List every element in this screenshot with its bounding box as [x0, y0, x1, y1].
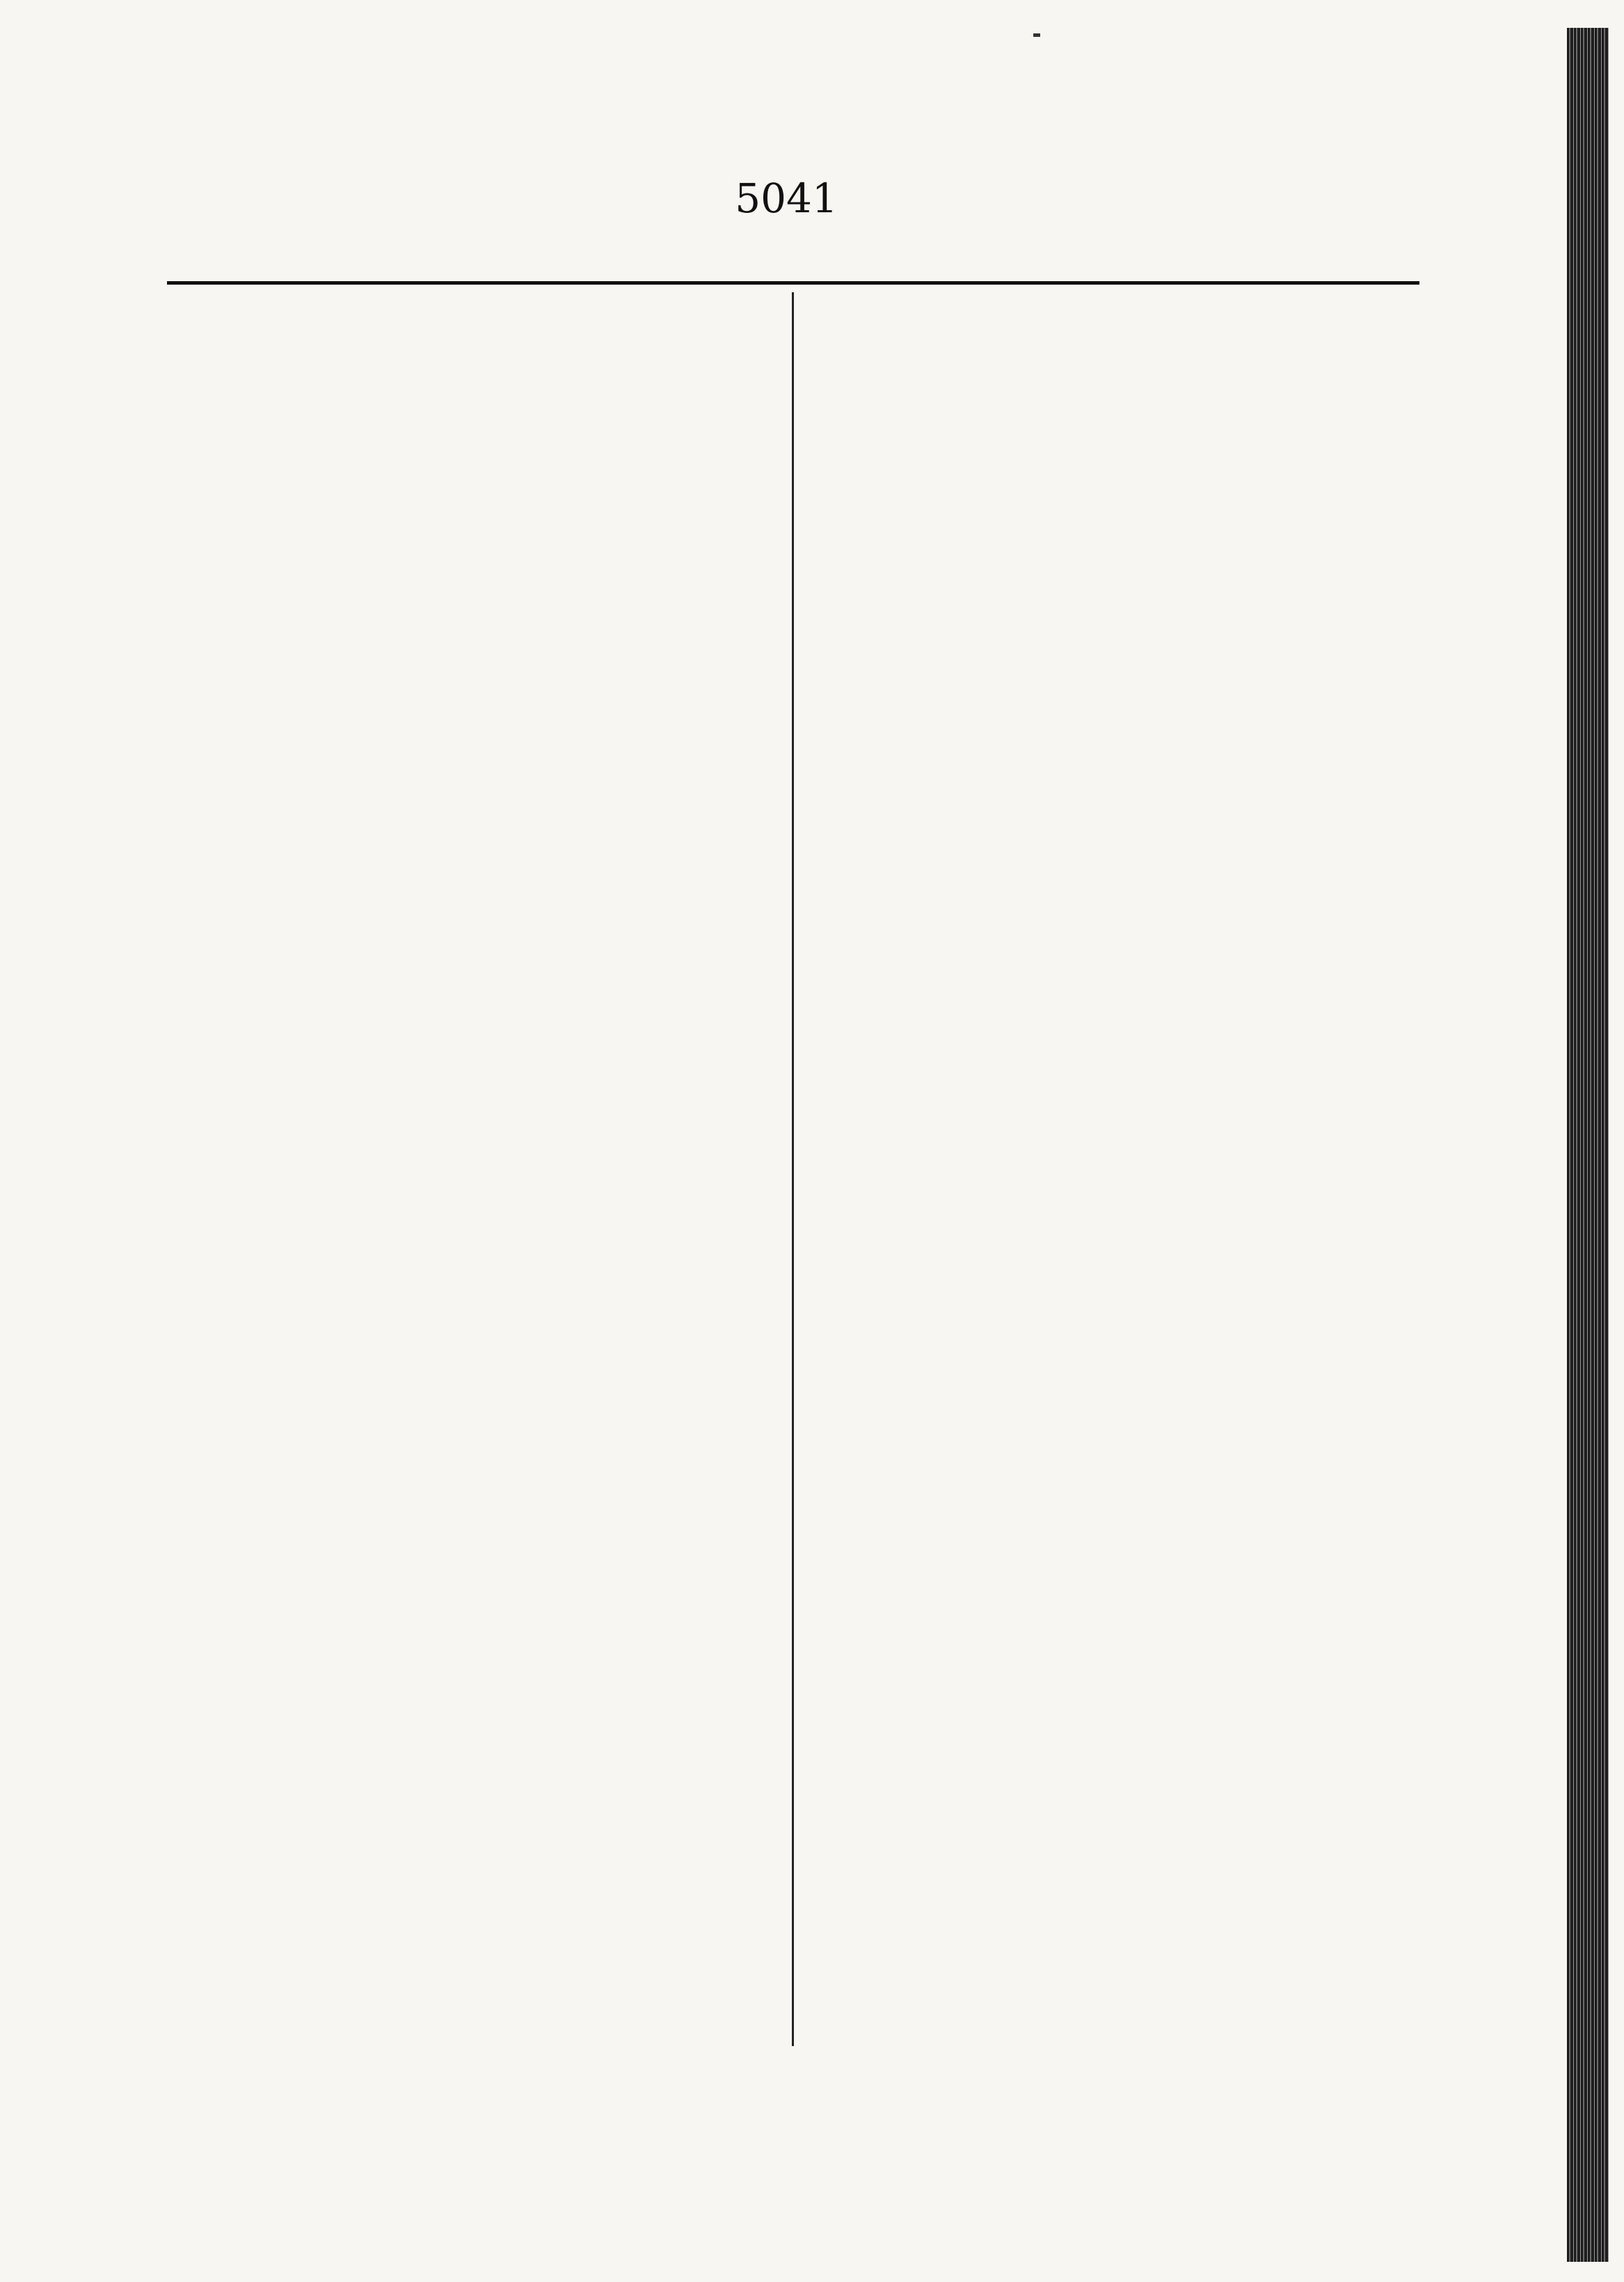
entry-line — [811, 1315, 1419, 1361]
entry-line — [167, 1013, 779, 1059]
entry-line — [811, 462, 1419, 508]
entry-line — [811, 976, 1419, 1022]
entry-line — [167, 903, 779, 949]
dictionary-entry — [167, 1325, 779, 1509]
dictionary-entry — [811, 682, 1419, 958]
dictionary-entry — [811, 1609, 1419, 1701]
entry-line — [167, 306, 779, 352]
entry-line — [167, 1371, 779, 1417]
entry-line — [811, 774, 1419, 820]
entry-line — [811, 1361, 1419, 1407]
entry-line — [167, 1169, 779, 1215]
entry-line — [811, 1655, 1419, 1701]
dictionary-entry — [811, 370, 1419, 554]
entry-line — [167, 444, 779, 490]
entry-line — [167, 766, 779, 811]
entry-line — [811, 728, 1419, 774]
entry-line — [167, 1215, 779, 1261]
entry-line — [167, 582, 779, 628]
dictionary-entry — [167, 1527, 779, 1665]
entry-line — [167, 536, 779, 582]
dictionary-entry — [811, 572, 1419, 664]
entry-line — [167, 967, 779, 1013]
entry-line — [811, 508, 1419, 554]
entry-line — [811, 1251, 1419, 1297]
entry-line — [167, 1325, 779, 1371]
entry-line — [811, 1114, 1419, 1159]
dictionary-entry — [167, 967, 779, 1059]
entry-line — [167, 1527, 779, 1573]
entry-line — [811, 682, 1419, 728]
entry-line — [811, 572, 1419, 618]
dictionary-entry — [167, 1077, 779, 1307]
entry-line — [811, 1453, 1419, 1499]
dictionary-entry — [167, 306, 779, 949]
header-entry-range — [1030, 174, 1419, 223]
entry-line — [811, 1407, 1419, 1453]
entry-line — [811, 306, 1419, 352]
dictionary-entry — [811, 1315, 1419, 1591]
entry-line — [811, 1545, 1419, 1591]
header-rule — [167, 281, 1419, 285]
column-divider — [792, 292, 794, 2046]
entry-line — [167, 720, 779, 766]
entry-line — [167, 811, 779, 857]
left-column — [167, 306, 779, 2088]
entry-line — [811, 370, 1419, 416]
entry-line — [811, 820, 1419, 866]
entry-line — [167, 1573, 779, 1619]
entry-line — [167, 1123, 779, 1169]
dictionary-entry — [811, 976, 1419, 1297]
entry-line — [167, 1261, 779, 1307]
right-column — [811, 306, 1419, 2088]
entry-line — [167, 628, 779, 674]
entry-line — [811, 1609, 1419, 1655]
entry-line — [811, 866, 1419, 912]
entry-line — [811, 1068, 1419, 1114]
scan-edge-strip — [1567, 28, 1609, 2262]
entry-line — [167, 490, 779, 536]
entry-line — [811, 1499, 1419, 1545]
entry-line — [811, 416, 1419, 462]
entry-line — [167, 857, 779, 903]
scan-speck — [1033, 33, 1040, 37]
entry-line — [811, 912, 1419, 958]
entry-line — [811, 618, 1419, 664]
entry-line — [167, 674, 779, 720]
entry-line — [811, 1159, 1419, 1205]
entry-line — [167, 1077, 779, 1123]
entry-line — [811, 1022, 1419, 1068]
page-number: 5041 — [735, 175, 838, 222]
entry-line — [167, 1619, 779, 1665]
entry-line — [811, 1205, 1419, 1251]
dictionary-entry — [811, 306, 1419, 352]
entry-line — [167, 352, 779, 398]
entry-line — [167, 1463, 779, 1509]
entry-line — [167, 1417, 779, 1463]
entry-line — [167, 398, 779, 444]
